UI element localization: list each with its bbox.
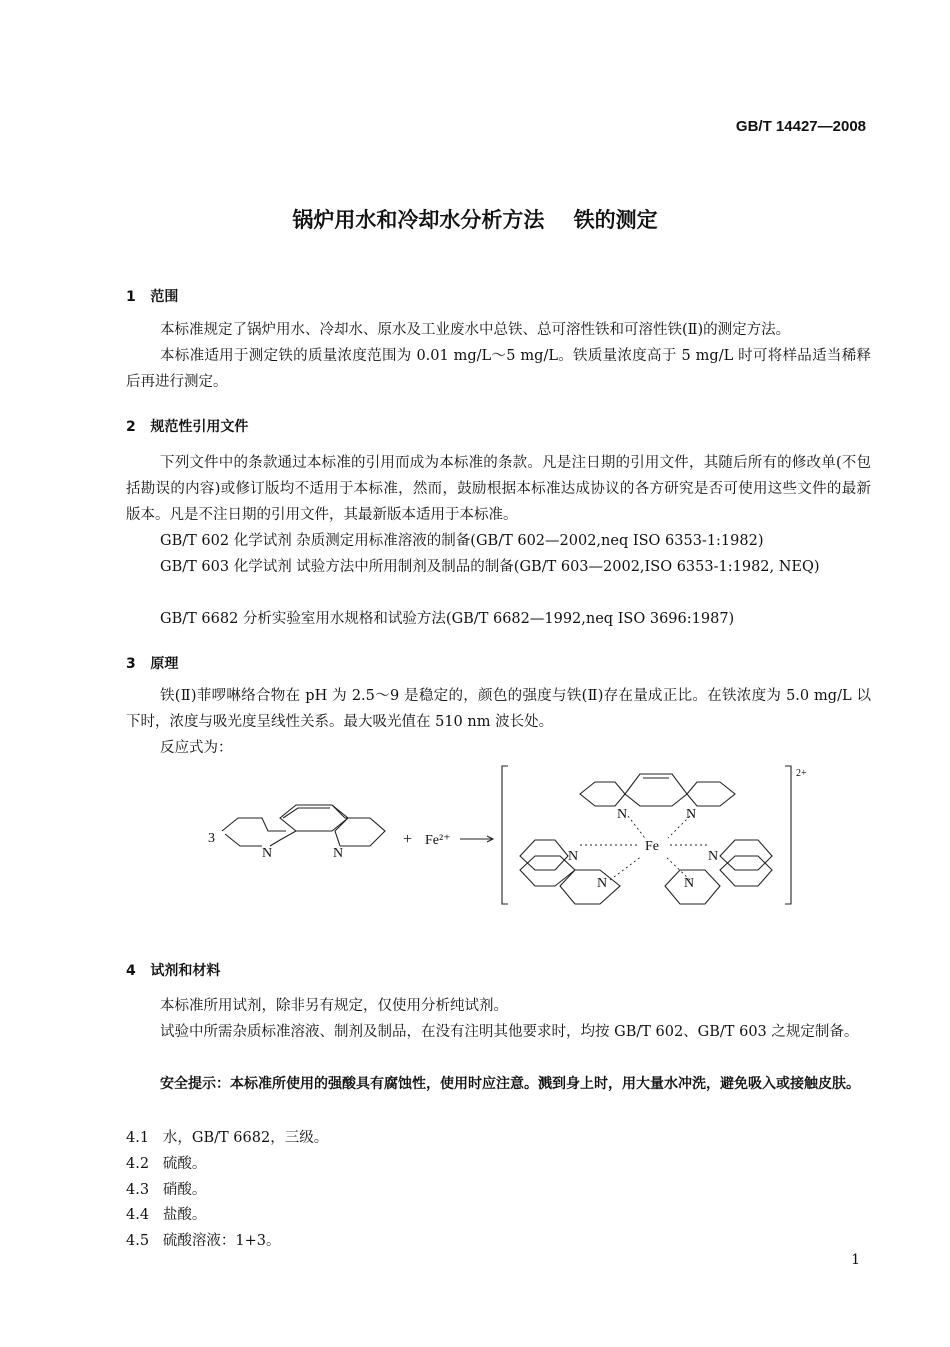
ferrous-ion: Fe²⁺ — [425, 833, 451, 848]
coefficient: 3 — [208, 831, 215, 846]
list-item: 4.3 硝酸。 — [126, 1182, 207, 1198]
list-item: 4.1 水，GB/T 6682，三级。 — [126, 1130, 329, 1146]
nitrogen-label: N — [708, 849, 719, 864]
section-2-heading: 2 规范性引用文件 — [126, 419, 249, 435]
reference-gbt6682: GB/T 6682 分析实验室用水规格和试验方法(GB/T 6682—1992,neq ISO 3696:1987) — [160, 611, 735, 627]
section-3-para-1: 铁(Ⅱ)菲啰啉络合物在 pH 为 2.5～9 是稳定的，颜色的强度与铁(Ⅱ)存在量成正比。在铁浓度为 5.0 mg/L 以下时，浓度与吸光度呈线性关系。最大吸光值在 510 nm 波长处。 — [126, 688, 871, 730]
section-1-para-1: 本标准规定了锅炉用水、冷却水、原水及工业废水中总铁、总可溶性铁和可溶性铁(Ⅱ)的测定方法。 — [160, 322, 791, 338]
plus-sign: + — [403, 831, 413, 848]
reaction-label: 反应式为： — [160, 740, 233, 756]
nitrogen-label: N — [333, 846, 344, 861]
phenanthroline-reactant — [222, 805, 385, 846]
list-item: 4.4 盐酸。 — [126, 1207, 207, 1223]
complex-charge: 2+ — [796, 768, 807, 779]
nitrogen-label: N — [686, 807, 697, 822]
section-4-para-1: 本标准所用试剂，除非另有规定，仅使用分析纯试剂。 — [160, 998, 508, 1014]
section-4-heading: 4 试剂和材料 — [126, 963, 221, 979]
page-number: 1 — [851, 1252, 860, 1268]
safety-notice: 安全提示：本标准所使用的强酸具有腐蚀性，使用时应注意。溅到身上时，用大量水冲洗，避免吸入或接触皮肤。 — [160, 1076, 860, 1092]
list-item: 4.5 硫酸溶液：1+3。 — [126, 1233, 281, 1249]
reaction-equation — [0, 760, 950, 920]
page-title: 锅炉用水和冷却水分析方法 铁的测定 — [292, 208, 658, 232]
reference-gbt602: GB/T 602 化学试剂 杂质测定用标准溶液的制备(GB/T 602—2002,neq ISO 6353-1:1982) — [160, 533, 764, 549]
phenanthroline-ligand-top — [580, 774, 735, 806]
left-bracket — [502, 766, 508, 904]
reference-gbt603: GB/T 603 化学试剂 试验方法中所用制剂及制品的制备(GB/T 603—2002,ISO 6353-1:1982, NEQ) — [160, 559, 820, 575]
section-1-para-2: 本标准适用于测定铁的质量浓度范围为 0.01 mg/L～5 mg/L。铁质量浓度高于 5 mg/L 时可将样品适当稀释后再进行测定。 — [126, 348, 871, 390]
section-1-heading: 1 范围 — [126, 289, 179, 305]
nitrogen-label: N — [617, 807, 628, 822]
standard-number: GB/T 14427—2008 — [735, 118, 866, 135]
nitrogen-label: N — [568, 849, 579, 864]
nitrogen-label: N — [597, 876, 608, 891]
right-bracket — [785, 766, 791, 904]
section-2-para-1: 下列文件中的条款通过本标准的引用而成为本标准的条款。凡是注日期的引用文件，其随后所有的修改单(不包括勘误的内容)或修订版均不适用于本标准，然而，鼓励根据本标准达成协议的各方研究是否可使用这些文件的最新版本。凡是不注日期的引用文件，其最新版本适用于本标准。 — [126, 455, 871, 523]
nitrogen-label: N — [684, 876, 695, 891]
list-item: 4.2 硫酸。 — [126, 1156, 207, 1172]
iron-center: Fe — [645, 839, 659, 854]
section-3-heading: 3 原理 — [126, 656, 179, 672]
nitrogen-label: N — [262, 846, 273, 861]
section-4-para-2: 试验中所需杂质标准溶液、制剂及制品，在没有注明其他要求时，均按 GB/T 602、GB/T 603 之规定制备。 — [160, 1024, 859, 1040]
